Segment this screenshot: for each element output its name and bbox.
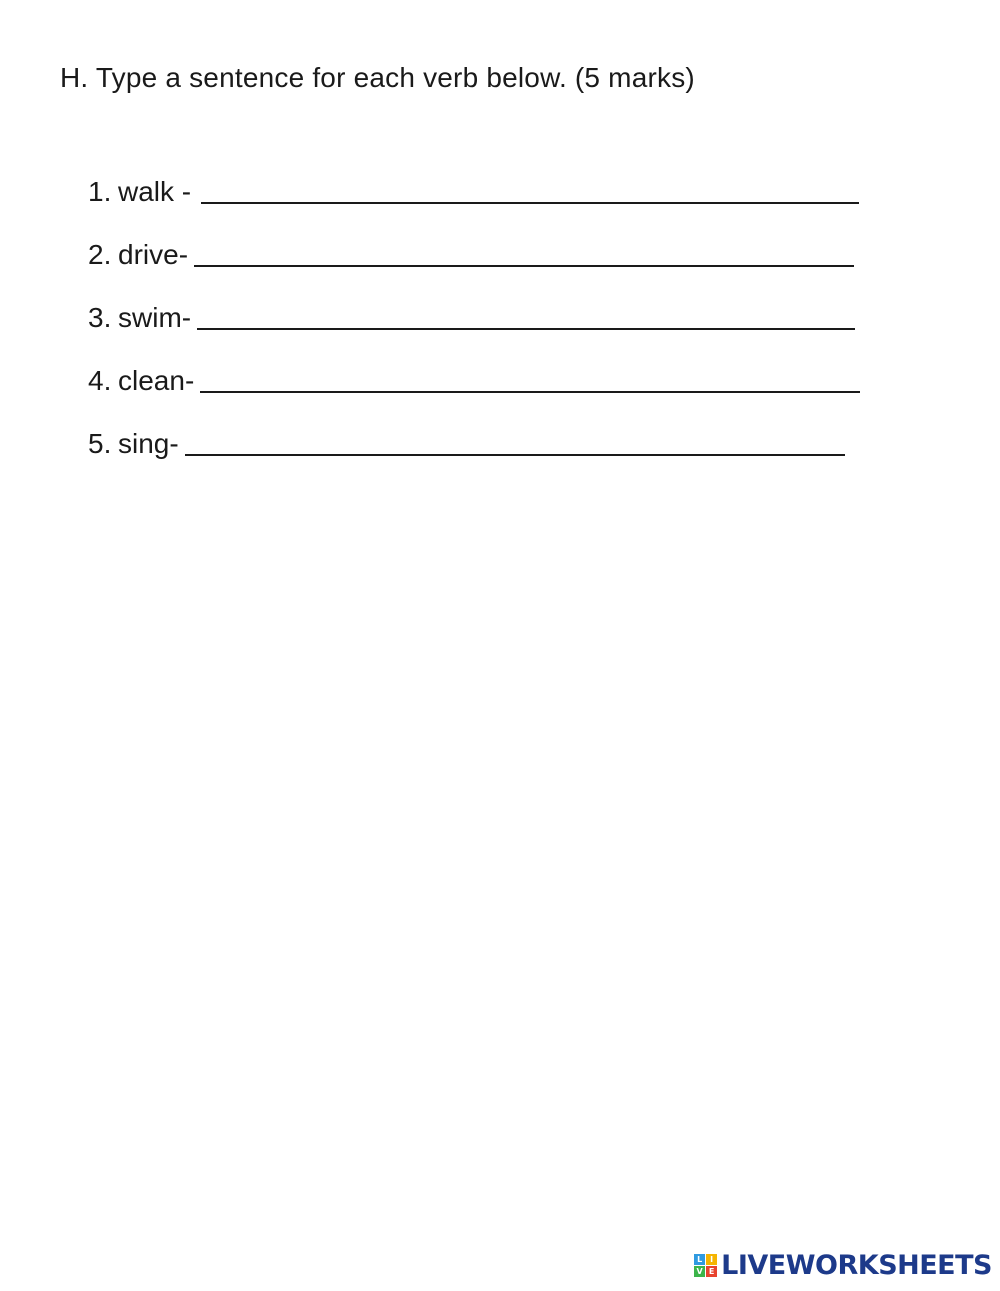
answer-line[interactable] bbox=[200, 365, 860, 393]
answer-input-4[interactable] bbox=[200, 365, 860, 391]
answer-line[interactable] bbox=[194, 239, 854, 267]
answer-line[interactable] bbox=[185, 428, 845, 456]
question-heading: H. Type a sentence for each verb below. (5 marks) bbox=[60, 62, 695, 93]
item-number: 2. bbox=[88, 239, 112, 270]
item-verb: swim- bbox=[118, 302, 192, 333]
list-item bbox=[88, 172, 859, 208]
logo-mark-cell: L bbox=[694, 1254, 705, 1265]
list-item bbox=[88, 235, 854, 271]
liveworksheets-logo bbox=[694, 1250, 992, 1281]
item-verb: walk - bbox=[118, 176, 192, 207]
answer-line[interactable] bbox=[201, 176, 859, 204]
item-number: 3. bbox=[88, 302, 112, 333]
list-item bbox=[88, 361, 860, 397]
answer-input-5[interactable] bbox=[185, 428, 845, 454]
item-number: 1. bbox=[88, 176, 112, 207]
logo-mark-icon bbox=[694, 1254, 717, 1277]
item-verb: drive- bbox=[118, 239, 189, 270]
list-item bbox=[88, 424, 845, 460]
logo-mark-cell: E bbox=[706, 1266, 717, 1277]
logo-text: LIVEWORKSHEETS bbox=[721, 1250, 992, 1281]
answer-input-1[interactable] bbox=[201, 176, 859, 202]
answer-line[interactable] bbox=[197, 302, 855, 330]
item-number: 5. bbox=[88, 428, 112, 459]
answer-input-3[interactable] bbox=[197, 302, 855, 328]
list-item bbox=[88, 298, 855, 334]
logo-mark-cell: V bbox=[694, 1266, 705, 1277]
logo-mark-cell: I bbox=[706, 1254, 717, 1265]
answer-input-2[interactable] bbox=[194, 239, 854, 265]
item-verb: clean- bbox=[118, 365, 195, 396]
item-number: 4. bbox=[88, 365, 112, 396]
item-verb: sing- bbox=[118, 428, 179, 459]
